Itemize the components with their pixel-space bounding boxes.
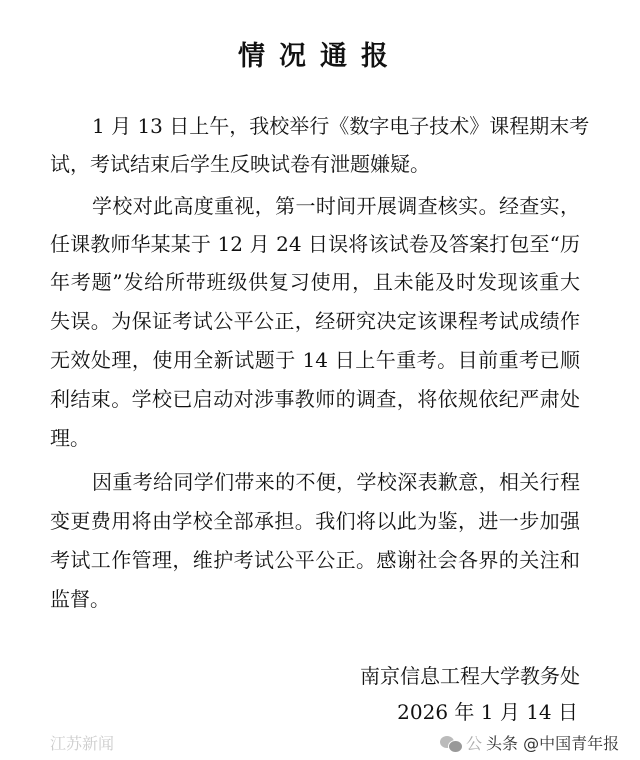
signature-org: 南京信息工程大学教务处 — [360, 664, 580, 688]
paragraph-line: 无效处理，使用全新试题于 14 日上午重考。目前重考已顺 — [50, 348, 580, 372]
paragraph-line: 1 月 13 日上午，我校举行《数字电子技术》课程期末考 — [92, 114, 590, 138]
paragraph-line: 试，考试结束后学生反映试卷有泄题嫌疑。 — [50, 152, 430, 176]
watermark — [440, 734, 619, 754]
paragraph-line: 失误。为保证考试公平公正，经研究决定该课程考试成绩作 — [50, 309, 580, 333]
watermark-ghost: 江苏新闻 — [50, 734, 115, 753]
paragraph-line: 监督。 — [50, 587, 110, 611]
wechat-icon — [440, 736, 462, 752]
signature-date: 2026 年 1 月 14 日 — [397, 700, 578, 724]
watermark-text: 头条 @中国青年报 — [486, 734, 620, 753]
paragraph-line: 利结束。学校已启动对涉事教师的调查，将依规依纪严肃处 — [50, 387, 580, 411]
paragraph-line: 因重考给同学们带来的不便，学校深表歉意，相关行程 — [92, 470, 580, 494]
paragraph-line: 考试工作管理，维护考试公平公正。感谢社会各界的关注和 — [50, 548, 580, 572]
paragraph-line: 任课教师华某某于 12 月 24 日误将该试卷及答案打包至“历 — [50, 232, 580, 256]
page-title: 情况通报 — [238, 41, 402, 72]
paragraph-line: 年考题”发给所带班级供复习使用，且未能及时发现该重大 — [50, 270, 580, 294]
paragraph-line: 变更费用将由学校全部承担。我们将以此为鉴，进一步加强 — [50, 509, 580, 533]
paragraph-line: 学校对此高度重视，第一时间开展调查核实。经查实， — [92, 194, 580, 218]
paragraph-line: 理。 — [50, 426, 90, 450]
watermark-prefix: 公 — [466, 734, 483, 753]
